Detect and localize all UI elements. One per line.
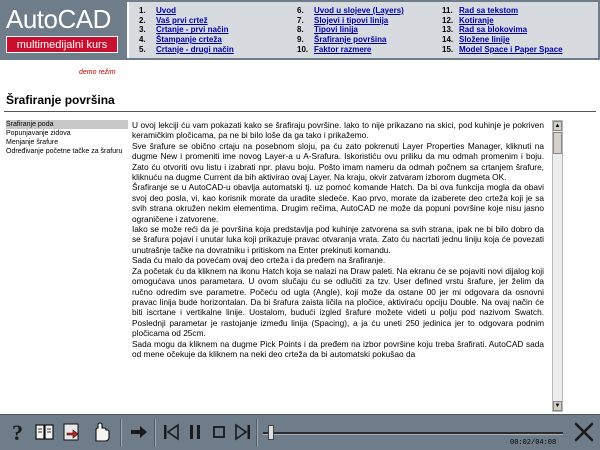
menu-link[interactable]: Vaš prvi crtež [156,15,208,25]
menu-link[interactable]: Kotiranje [459,15,494,25]
next-step-button[interactable] [128,420,150,444]
arrow-right-icon [129,424,149,440]
menu-link[interactable]: Crtanje - drugi način [156,44,234,54]
menu-item-slozene-linije[interactable] [442,35,563,45]
lesson-paragraph: Sada ću malo da povećam ovaj deo crteža i da pređem na šrafiranje. [132,255,386,266]
menu-item-faktor-razmere[interactable] [297,45,404,55]
menu-number: 7. [297,15,304,25]
menu-number: 9. [297,35,304,45]
menu-number: 15. [442,44,454,54]
menu-item-uvod-u-slojeve[interactable] [297,6,404,16]
menu-number: 13. [442,25,454,35]
export-icon [61,422,83,442]
menu-link[interactable]: Šrafiranje površina [314,35,387,45]
menu-column-1 [139,6,234,55]
header-bar [0,0,600,60]
menu-number: 1. [139,6,146,15]
pause-button[interactable] [184,420,206,444]
skip-forward-icon [234,423,252,441]
logo-subtitle: multimedijalni kurs [6,36,118,53]
menu-number: 2. [139,15,146,25]
menu-link[interactable]: Crtanje - prvi način [156,25,229,35]
menu-item-crtanje-drugi-nacin[interactable] [139,45,234,55]
menu-number: 4. [139,35,146,45]
lesson-text [132,120,544,412]
close-button[interactable] [573,421,595,443]
book-button[interactable] [34,420,56,444]
scroll-down-arrow-icon[interactable]: ▼ [554,403,561,409]
menu-link[interactable]: Rad sa blokovima [459,25,528,35]
menu-link[interactable]: Slojevi i tipovi linija [314,15,389,25]
lesson-paragraph: Za početak ću da kliknem na ikonu Hatch koja se nalazi na Draw paleti. Na ekranu će se pojaviti novi dijalog koji omogućava unos parametara. U ovom slučaju ću se odlučiti za tzv. User defined vrstu šrafure, jer želim da ručno odredim sve parametre. Počeću od ugla (Angle), koji može da ostane 00 jer mi odgovara da osnovni pravac linija bude horizontalan. Da bi šrafura zaista ličila na pločice, aktiviraću opciju Double. Na ovaj način će biti iscrtane i vertikalne linije. Uostalom, budući izgled šrafure možete videti u polju pod nazivom Swatch. Poslednji parametar je rastojanje između linija (Spacing), a ja ću uneti 250 jedinica jer to odgovara podnim pločicama od 25cm. [132,265,544,339]
chapter-list [6,120,128,156]
menu-item-uvod[interactable] [139,6,234,16]
hand-icon [90,421,112,443]
menu-link[interactable]: Uvod [156,6,176,15]
menu-link[interactable]: Uvod u slojeve (Layers) [314,6,404,15]
help-icon [9,421,29,443]
demo-mode-label: demo režim [79,69,116,76]
menu-item-tipovi-linija[interactable] [297,25,404,35]
progress-handle[interactable] [268,425,274,440]
menu-number: 6. [297,6,304,15]
rewind-button[interactable] [160,420,182,444]
lesson-paragraph: Sada mogu da kliknem na dugme Pick Points i da pređem na izbor površine koju treba šrafirati. AutoCAD sada od mene očekuje da kliknem na neki deo crteža da bi automatski pokušao da [132,338,544,359]
menu-number: 8. [297,25,304,35]
pause-icon [186,423,204,441]
chapter-item-popunjavanje-zidova[interactable]: Popunjavanje zidova [6,130,71,137]
menu-link[interactable]: Složene linije [459,35,510,45]
export-button[interactable] [61,420,83,444]
lesson-paragraph: Sve šrafure se obično crtaju na posebnom sloju, pa ću zato pokrenuti Layer Properties Manager, kliknuti na dugme New i promeniti ime novog Layer-a u A-Srafura. Iskoristiću ovu priliku da mu odmah promenim i boju. Zato ću otvoriti ovu listu i izabrati npr. plavu boju. Pošto imam nameru da odmah počnem sa crtanjem šrafure, kliknuću na dugme Current da bih aktivirao ovaj Layer. Na kraju, okvir zatvaram izborom dugmeta OK. [132,140,544,183]
menu-item-model-space-paper-space[interactable] [442,45,563,55]
chapter-item-odredjivanje-pocetne-tacke[interactable]: Određivanje početne tačke za šrafuru [6,148,123,155]
player-toolbar [0,414,600,450]
menu-item-srafiranje-povrsina[interactable] [297,35,404,45]
menu-column-2 [297,6,404,55]
menu-item-rad-sa-blokovima[interactable] [442,25,563,35]
menu-item-kotiranje[interactable] [442,16,563,26]
menu-link[interactable]: Tipovi linija [314,25,358,35]
close-icon [573,421,595,443]
lesson-paragraph: Iako se može reći da je površina koja predstavlja pod kuhinje zatvorena sa svih strana, ipak ne bi bilo dobro da se šrafura pojavi i unutar luka koji prikazuje pravac otvaranja vrata. Zato ću nacrtati jednu liniju koja će povezati unutrašnje tačke na dovratniku i pritiskom na Enter prekinuti komandu. [132,224,544,255]
book-icon [34,422,56,442]
toolbar-separator [120,419,122,447]
title-divider [4,111,596,112]
svg-text:?: ? [12,421,23,443]
skip-forward-button[interactable] [232,420,254,444]
menu-link[interactable]: Rad sa tekstom [459,6,519,15]
autocad-logo [3,4,121,56]
menu-number: 12. [442,15,454,25]
menu-column-3 [442,6,563,55]
lesson-menu [127,2,598,58]
chapter-item-menjanje-srafure[interactable]: Menjanje šrafure [6,139,59,146]
lesson-paragraph: Šrafiranje se u AutoCAD-u obavlja automatski tj. uz pomoć komande Hatch. Da bi ova funkcija mogla da obavi svoj deo posla, vi, kao korisnik morate da uradite sledeće. Kao prvo, morate da izaberete deo crteža koji je sa svih strana okružen nekim elementima. Drugim rečima, AutoCAD ne može da popuni površine koje nisu jasno ograničene i zatvorene. [132,182,544,224]
menu-number: 11. [442,6,453,15]
skip-back-icon [162,423,180,441]
menu-link[interactable]: Štampanje crteža [156,35,222,45]
text-scrollbar[interactable] [552,120,563,412]
progress-track [263,432,563,435]
page-title: Šrafiranje površina [6,93,115,107]
menu-item-vas-prvi-crtez[interactable] [139,16,234,26]
menu-number: 14. [442,35,454,45]
toolbar-separator [154,419,156,447]
logo-title: AutoCAD [6,4,111,34]
menu-number: 3. [139,25,146,35]
stop-icon [210,423,228,441]
menu-link[interactable]: Faktor razmere [314,44,372,54]
lesson-paragraph: U ovoj lekciji ću vam pokazati kako se šrafiraju površine. Iako to nije prikazano na skici, pod kuhinje je pokriven keramičkim pločicama, pa ne bi bilo loše da ga tako i prikažemo. [132,120,544,141]
scroll-up-arrow-icon[interactable]: ▲ [554,123,561,129]
menu-number: 10. [297,44,309,54]
menu-item-crtanje-prvi-nacin[interactable] [139,25,234,35]
menu-link[interactable]: Model Space i Paper Space [459,44,563,54]
menu-item-stampanje-crteza[interactable] [139,35,234,45]
menu-number: 5. [139,44,146,54]
scrollbar-thumb[interactable] [553,132,562,154]
hand-button[interactable] [90,420,112,444]
menu-item-slojevi-i-tipovi-linija[interactable] [297,16,404,26]
menu-item-rad-sa-tekstom[interactable] [442,6,563,16]
help-button[interactable] [8,420,30,444]
chapter-item-srafiranje-poda[interactable]: Šrafiranje poda [6,120,128,129]
stop-button[interactable] [208,420,230,444]
toolbar-separator [256,419,258,447]
time-readout: 00:02/04:08 [510,439,557,447]
